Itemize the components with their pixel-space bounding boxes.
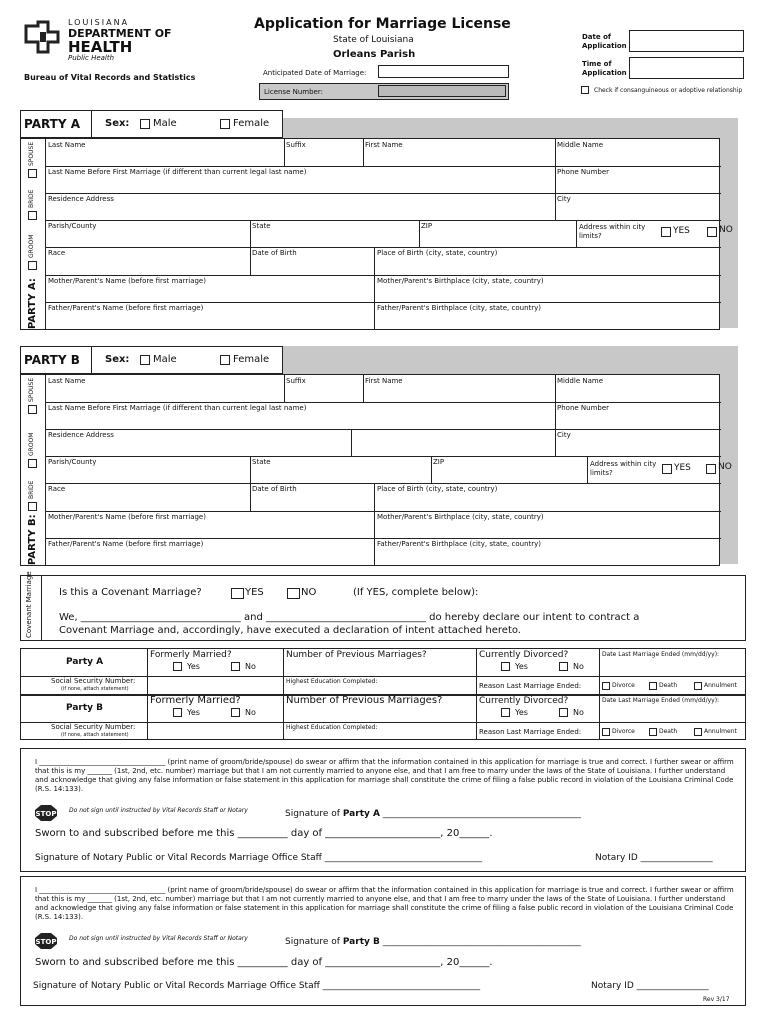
anticipated-label: Anticipated Date of Marriage: [263, 69, 367, 77]
party-a-male-label: Male [153, 118, 177, 129]
notary-id-a[interactable]: Notary ID ________________ [595, 853, 713, 863]
b-reason: Reason Last Marriage Ended: [479, 728, 582, 736]
party-b-bride-checkbox[interactable] [28, 502, 37, 511]
b-middle-name[interactable]: Middle Name [557, 377, 603, 385]
b-reason-annulment-checkbox[interactable] [694, 728, 702, 736]
b-education[interactable]: Highest Education Completed: [286, 724, 378, 731]
covenant-yes: YES [245, 587, 264, 598]
stop-icon [35, 933, 57, 949]
party-b-female-checkbox[interactable] [220, 355, 230, 365]
party-a-bride-checkbox[interactable] [28, 211, 37, 220]
party-b-female-label: Female [233, 354, 270, 365]
covenant-line2: Covenant Marriage and, accordingly, have executed a declaration of intent attached hereto. [59, 625, 521, 636]
party-a-gray-bg [283, 118, 738, 138]
a-formerly-yes: Yes [187, 662, 200, 671]
a-zip[interactable]: ZIP [421, 222, 433, 230]
dept-logo-icon [24, 20, 62, 54]
covenant-note: (If YES, complete below): [353, 587, 479, 598]
a-city[interactable]: City [557, 195, 571, 203]
b-reason-divorce-checkbox[interactable] [602, 728, 610, 736]
stop-icon [35, 805, 57, 821]
a-address-within: Address within city limits? [579, 223, 646, 240]
party-b-bride-label: BRIDE [28, 480, 35, 499]
a-father-bp[interactable]: Father/Parent's Birthplace (city, state, country) [377, 304, 542, 312]
a-reason-death-checkbox[interactable] [649, 682, 657, 690]
a-formerly: Formerly Married? [150, 650, 232, 660]
b-parish[interactable]: Parish/County [48, 458, 97, 466]
b-mother-bp[interactable]: Mother/Parent's Birthplace (city, state, country) [377, 513, 544, 521]
notary-b[interactable]: Signature of Notary Public or Vital Records Marriage Office Staff ___________________________________ [33, 981, 481, 991]
party-b-side-label: PARTY B: [27, 514, 38, 565]
a-formerly-yes-checkbox[interactable] [173, 662, 182, 671]
a-address-no-visible: NO [719, 225, 733, 235]
oath-b-section [20, 876, 746, 1006]
party-a-bride-label: BRIDE [28, 189, 35, 208]
a-reason-death: Death [659, 682, 678, 689]
party-a-female-checkbox[interactable] [220, 119, 230, 129]
history-party-b: Party B [66, 703, 104, 713]
b-reason-death: Death [659, 728, 678, 735]
party-b-spouse-checkbox[interactable] [28, 405, 37, 414]
b-divorced: Currently Divorced? [479, 696, 569, 706]
b-divorced-no: No [573, 708, 584, 717]
sig-b-pre: Signature of [285, 937, 343, 947]
covenant-line1[interactable]: We, ________________________________ and ________________________________ do hereby declare our intent to contract a [59, 612, 640, 623]
time-app-field[interactable] [629, 57, 744, 79]
b-divorced-yes: Yes [515, 708, 528, 717]
a-divorced-no: No [573, 662, 584, 671]
oath-a-section [20, 748, 746, 872]
party-a-male-checkbox[interactable] [140, 119, 150, 129]
party-a-groom-checkbox[interactable] [28, 261, 37, 270]
b-formerly-yes-checkbox[interactable] [173, 708, 182, 717]
party-a-spouse-label: SPOUSE [28, 141, 35, 166]
a-father[interactable]: Father/Parent's Name (before first marriage) [48, 304, 204, 312]
b-dob[interactable]: Date of Birth [252, 485, 297, 493]
b-address-within: Address within city limits? [590, 460, 657, 477]
a-race[interactable]: Race [48, 249, 66, 257]
b-first-name[interactable]: First Name [365, 377, 403, 385]
party-a-side-label: PARTY A: [27, 278, 38, 329]
a-formerly-no-checkbox[interactable] [231, 662, 240, 671]
b-reason-annulment: Annulment [704, 728, 737, 735]
history-party-a: Party A [66, 657, 104, 667]
b-state[interactable]: State [252, 458, 271, 466]
date-app-field[interactable] [629, 30, 744, 52]
b-father[interactable]: Father/Parent's Name (before first marriage) [48, 540, 204, 548]
covenant-no-checkbox[interactable] [287, 588, 300, 599]
b-city[interactable]: City [557, 431, 571, 439]
party-a-header [20, 110, 283, 138]
logo-line3: Public Health [68, 54, 115, 62]
a-address-no-checkbox[interactable] [707, 227, 717, 237]
b-reason-divorce: Divorce [612, 728, 635, 735]
logo [24, 18, 194, 68]
party-b-gray-bg [283, 346, 738, 374]
a-mother[interactable]: Mother/Parent's Name (before first marriage) [48, 277, 206, 285]
a-reason-annulment: Annulment [704, 682, 737, 689]
sig-a-pre: Signature of [285, 809, 343, 819]
a-ssn[interactable]: Social Security Number: [51, 677, 136, 685]
a-first-name[interactable]: First Name [365, 141, 403, 149]
a-divorced-yes-checkbox[interactable] [501, 662, 510, 671]
license-label: License Number: [264, 88, 323, 96]
a-address-yes-checkbox[interactable] [661, 227, 671, 237]
b-formerly-no-checkbox[interactable] [231, 708, 240, 717]
a-dob[interactable]: Date of Birth [252, 249, 297, 257]
sig-b-line: ____________________________________________ [379, 937, 581, 947]
rev-label: Rev 3/17 [703, 996, 730, 1003]
a-state[interactable]: State [252, 222, 271, 230]
parish-label: Orleans Parish [333, 49, 416, 60]
b-last-before[interactable]: Last Name Before First Marriage (if different than current legal last name) [48, 404, 307, 412]
stop-b-text: STOP [35, 938, 57, 946]
signature-a[interactable] [285, 809, 581, 819]
b-prev[interactable]: Number of Previous Marriages? [286, 695, 443, 706]
page-title: Application for Marriage License [254, 16, 511, 32]
logo-small: LOUISIANA [68, 18, 130, 27]
logo-line2: HEALTH [68, 38, 133, 56]
b-phone[interactable]: Phone Number [557, 404, 610, 412]
b-race[interactable]: Race [48, 485, 66, 493]
sworn-b[interactable]: Sworn to and subscribed before me this __________ day of _______________________, 20______. [35, 957, 493, 968]
a-divorced: Currently Divorced? [479, 650, 569, 660]
a-date-ended[interactable]: Date Last Marriage Ended (mm/dd/yy): [602, 651, 720, 658]
history-table [20, 648, 746, 740]
a-reason: Reason Last Marriage Ended: [479, 682, 582, 690]
covenant-section [20, 571, 746, 641]
b-father-bp[interactable]: Father/Parent's Birthplace (city, state, country) [377, 540, 542, 548]
a-reason-divorce: Divorce [612, 682, 635, 689]
b-address-yes: YES [674, 463, 691, 473]
party-a-sex-label: Sex: [105, 118, 130, 129]
b-formerly-no: No [245, 708, 256, 717]
b-last-name[interactable]: Last Name [48, 377, 86, 385]
b-date-ended[interactable]: Date Last Marriage Ended (mm/dd/yy): [602, 697, 720, 704]
b-reason-death-checkbox[interactable] [649, 728, 657, 736]
a-reason-divorce-checkbox[interactable] [602, 682, 610, 690]
logo-line1: DEPARTMENT OF [68, 27, 172, 40]
stop-a-text: STOP [35, 810, 57, 818]
license-field[interactable] [378, 85, 506, 97]
party-a-groom-label: GROOM [28, 234, 35, 258]
a-formerly-no: No [245, 662, 256, 671]
notary-a[interactable]: Signature of Notary Public or Vital Records Marriage Office Staff ___________________________________ [35, 853, 483, 863]
oath-a-text: I ____________________________________ (print name of groom/bride/spouse) do swear or affirm that the information contained in this application for marriage is true and correct. I further swear or affirm that this is my _______ (1st, 2nd, etc. number) marriage but that I am not currently married to anyone else, and that I am free to marry under the laws of the State of Louisiana. I further understand and acknowledge that giving any false information or false statement in this application for marriage shall constitute the crime of filing a false public record in violation of the Louisiana Criminal Code (R.S. 14:133). [35, 758, 734, 793]
sig-a-line: ____________________________________________ [379, 809, 581, 819]
a-mother-bp[interactable]: Mother/Parent's Birthplace (city, state, country) [377, 277, 544, 285]
sig-b-bold: Party B [342, 937, 380, 947]
b-ssn-note: (if none, attach statement) [61, 732, 129, 738]
covenant-question: Is this a Covenant Marriage? [59, 587, 202, 598]
party-a-spouse-checkbox[interactable] [28, 169, 37, 178]
a-reason-annulment-checkbox[interactable] [694, 682, 702, 690]
b-address-yes-checkbox[interactable] [662, 464, 672, 474]
a-last-name[interactable]: Last Name [48, 141, 86, 149]
signature-b[interactable] [285, 937, 581, 947]
party-b-groom-checkbox[interactable] [28, 459, 37, 468]
a-residence[interactable]: Residence Address [48, 195, 114, 203]
b-address-no-checkbox[interactable] [706, 464, 716, 474]
party-b-sex-label: Sex: [105, 354, 130, 365]
a-address-yes: YES [673, 226, 690, 236]
a-last-before[interactable]: Last Name Before First Marriage (if different than current legal last name) [48, 168, 307, 176]
b-formerly-yes: Yes [187, 708, 200, 717]
a-education[interactable]: Highest Education Completed: [286, 678, 378, 685]
party-b-grid [20, 374, 720, 566]
sig-a-bold: Party A [342, 809, 380, 819]
party-b-title: PARTY B [24, 353, 80, 367]
b-mother[interactable]: Mother/Parent's Name (before first marriage) [48, 513, 206, 521]
party-b-spouse-label: SPOUSE [28, 377, 35, 402]
a-ssn-note: (if none, attach statement) [61, 686, 129, 692]
party-b-male-label: Male [153, 354, 177, 365]
oath-b-text: I ____________________________________ (print name of groom/bride/spouse) do swear or affirm that the information contained in this application for marriage is true and correct. I further swear or affirm that this is my _______ (1st, 2nd, etc. number) marriage but that I am not currently married to anyone else, and that I am free to marry under the laws of the State of Louisiana. I further understand and acknowledge that giving any false information or false statement in this application for marriage shall constitute the crime of filing a false public record in violation of the Louisiana Criminal Code (R.S. 14:133). [35, 886, 734, 921]
party-b-groom-label: GROOM [28, 432, 35, 456]
time-app-label: Time of Application [582, 60, 627, 77]
b-divorced-no-checkbox[interactable] [559, 708, 568, 717]
b-divorced-yes-checkbox[interactable] [501, 708, 510, 717]
party-a-grid [20, 138, 720, 330]
sworn-a[interactable]: Sworn to and subscribed before me this __________ day of _______________________, 20______. [35, 828, 493, 839]
b-zip[interactable]: ZIP [433, 458, 445, 466]
a-prev[interactable]: Number of Previous Marriages? [286, 650, 427, 660]
a-middle-name[interactable]: Middle Name [557, 141, 603, 149]
b-suffix[interactable]: Suffix [286, 377, 306, 385]
a-divorced-yes: Yes [515, 662, 528, 671]
consanguineous-checkbox[interactable] [581, 86, 589, 94]
b-formerly: Formerly Married? [150, 695, 241, 706]
a-parish[interactable]: Parish/County [48, 222, 97, 230]
party-a-female-label: Female [233, 118, 270, 129]
a-divorced-no-checkbox[interactable] [559, 662, 568, 671]
party-a-title: PARTY A [24, 117, 81, 131]
party-b-header [20, 346, 283, 374]
bureau: Bureau of Vital Records and Statistics [24, 73, 196, 82]
anticipated-field[interactable] [378, 65, 509, 78]
notary-id-b[interactable]: Notary ID ________________ [591, 981, 709, 991]
b-residence[interactable]: Residence Address [48, 431, 114, 439]
a-phone[interactable]: Phone Number [557, 168, 610, 176]
consanguineous-label: Check if consanguineous or adoptive relationship [594, 87, 743, 94]
covenant-no: NO [301, 587, 317, 598]
b-ssn[interactable]: Social Security Number: [51, 723, 136, 731]
a-pob[interactable]: Place of Birth (city, state, country) [377, 249, 498, 257]
b-pob[interactable]: Place of Birth (city, state, country) [377, 485, 498, 493]
date-app-label: Date of Application [582, 33, 627, 50]
covenant-side-label: Covenant Marriage [25, 571, 33, 638]
a-suffix[interactable]: Suffix [286, 141, 306, 149]
b-address-no: NO [718, 462, 732, 472]
stop-a-note: Do not sign until instructed by Vital Records Staff or Notary [69, 807, 248, 814]
state-label: State of Louisiana [333, 35, 414, 45]
party-b-male-checkbox[interactable] [140, 355, 150, 365]
covenant-yes-checkbox[interactable] [231, 588, 244, 599]
stop-b-note: Do not sign until instructed by Vital Records Staff or Notary [69, 935, 248, 942]
